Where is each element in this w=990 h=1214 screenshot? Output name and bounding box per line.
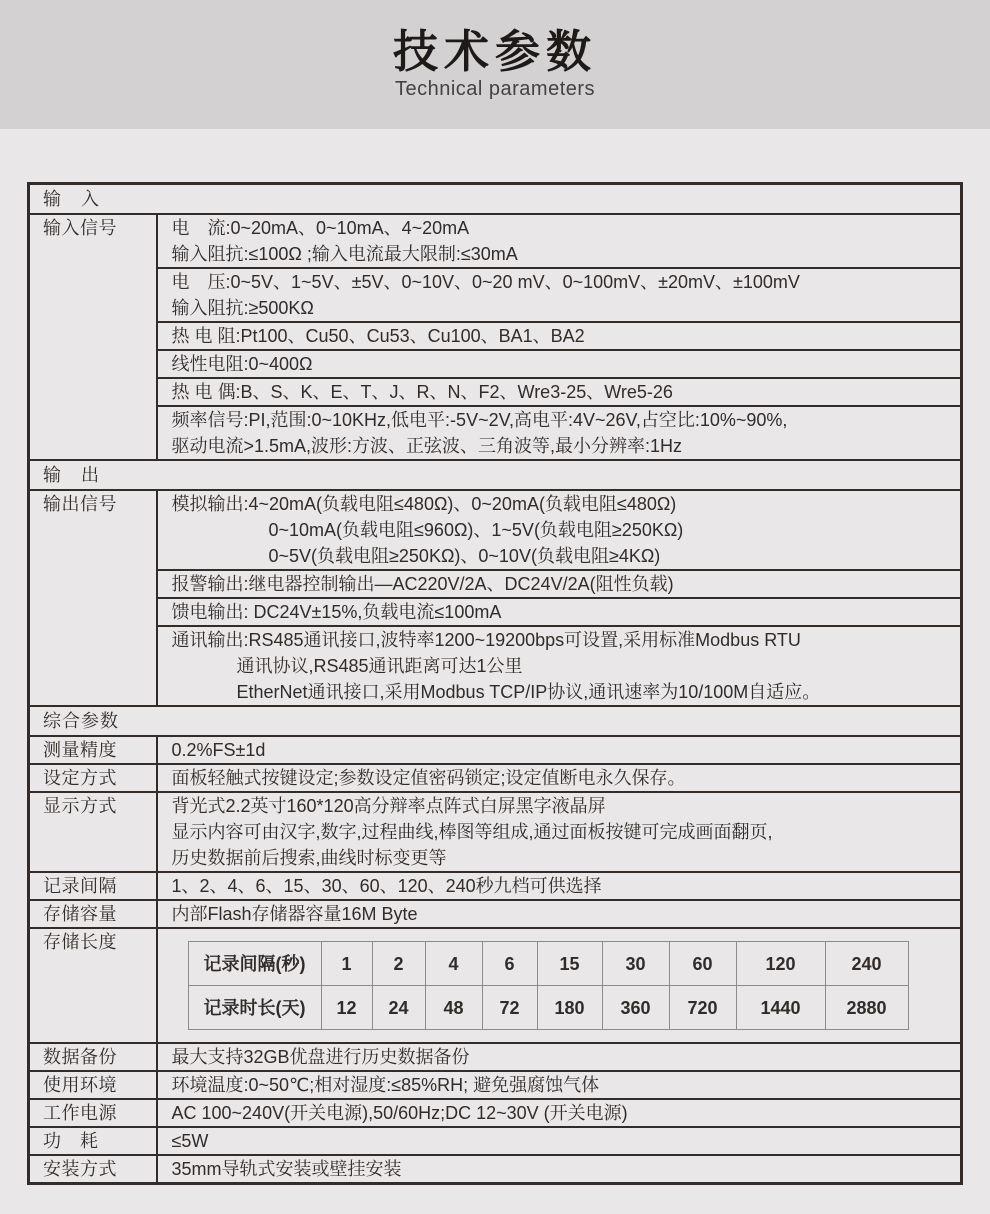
table-row — [29, 268, 962, 322]
spec-value-line: 显示内容可由汉字,数字,过程曲线,棒图等组成,通过面板按键可完成画面翻页, — [171, 822, 773, 842]
spec-value — [157, 900, 962, 928]
table-row — [29, 570, 962, 598]
spec-value-line: 0.2%FS±1d — [171, 740, 266, 760]
section-row-general — [29, 706, 962, 736]
storage-cell: 60 — [669, 942, 736, 986]
storage-cell: 72 — [482, 986, 537, 1030]
spec-value — [157, 792, 962, 872]
spec-value-line: ≤5W — [171, 1131, 209, 1151]
spec-value — [157, 268, 962, 322]
spec-label-data-backup: 数据备份 — [29, 1043, 157, 1071]
storage-duration-row — [188, 986, 908, 1030]
spec-value-line: 背光式2.2英寸160*120高分辩率点阵式白屏黑字液晶屏 — [171, 796, 606, 816]
spec-value-line: 环境温度:0~50℃;相对湿度:≤85%RH; 避免强腐蚀气体 — [171, 1075, 600, 1095]
table-row — [29, 598, 962, 626]
spec-value — [157, 736, 962, 764]
storage-cell: 2 — [372, 942, 425, 986]
spec-value-line: 输入阻抗:≤100Ω ;输入电流最大限制:≤30mA — [171, 244, 518, 264]
storage-cell: 30 — [602, 942, 669, 986]
spec-label-storage-length: 存储长度 — [29, 928, 157, 1043]
spec-value-line: 最大支持32GB优盘进行历史数据备份 — [171, 1047, 470, 1067]
spec-value — [157, 626, 962, 706]
storage-length-table — [188, 941, 909, 1030]
storage-cell: 2880 — [825, 986, 908, 1030]
spec-value-line: 1、2、4、6、15、30、60、120、240秒九档可供选择 — [171, 876, 602, 896]
table-row — [29, 350, 962, 378]
storage-cell: 48 — [425, 986, 482, 1030]
storage-cell: 120 — [736, 942, 825, 986]
spec-value-line: 电 流:0~20mA、0~10mA、4~20mA — [171, 218, 470, 238]
spec-label-display: 显示方式 — [29, 792, 157, 872]
spec-value — [157, 1099, 962, 1127]
spec-value-line: 馈电输出: DC24V±15%,负载电流≤100mA — [171, 602, 502, 622]
table-row — [29, 322, 962, 350]
spec-value — [157, 378, 962, 406]
spec-value — [157, 350, 962, 378]
spec-value — [157, 490, 962, 570]
spec-value-line: 内部Flash存储器容量16M Byte — [171, 904, 418, 924]
spec-label-setting: 设定方式 — [29, 764, 157, 792]
table-row — [29, 406, 962, 460]
spec-label-power-consumption: 功 耗 — [29, 1127, 157, 1155]
spec-value-line: 通讯输出:RS485通讯接口,波特率1200~19200bps可设置,采用标准Modbus RTU — [171, 630, 801, 650]
page-subtitle: Technical parameters — [394, 77, 596, 100]
spec-value — [157, 928, 962, 1043]
storage-cell: 720 — [669, 986, 736, 1030]
spec-value — [157, 764, 962, 792]
spec-label-environment: 使用环境 — [29, 1071, 157, 1099]
storage-cell: 1 — [321, 942, 372, 986]
table-row — [29, 1043, 962, 1071]
spec-value-line: 模拟输出:4~20mA(负载电阻≤480Ω)、0~20mA(负载电阻≤480Ω) — [171, 494, 677, 514]
storage-interval-row — [188, 942, 908, 986]
table-row — [29, 1071, 962, 1099]
spec-label-installation: 安装方式 — [29, 1155, 157, 1184]
section-row-input — [29, 184, 962, 215]
spec-value — [157, 406, 962, 460]
spec-value-line: 电 压:0~5V、1~5V、±5V、0~10V、0~20 mV、0~100mV、±20mV、±100mV — [171, 272, 800, 292]
spec-value — [157, 322, 962, 350]
spec-value — [157, 1127, 962, 1155]
storage-cell: 180 — [537, 986, 602, 1030]
spec-value-line: 驱动电流>1.5mA,波形:方波、正弦波、三角波等,最小分辨率:1Hz — [171, 436, 683, 456]
spec-value-line: 频率信号:PI,范围:0~10KHz,低电平:-5V~2V,高电平:4V~26V,占空比:10%~90%, — [171, 410, 788, 430]
storage-cell: 240 — [825, 942, 908, 986]
spec-label-accuracy: 测量精度 — [29, 736, 157, 764]
spec-value-line: 热 电 偶:B、S、K、E、T、J、R、N、F2、Wre3-25、Wre5-26 — [171, 382, 673, 402]
spec-value-line: 输入阻抗:≥500KΩ — [171, 298, 314, 318]
table-row — [29, 1155, 962, 1184]
spec-value-line: 面板轻触式按键设定;参数设定值密码锁定;设定值断电永久保存。 — [171, 768, 686, 788]
section-title-general: 综合参数 — [29, 706, 962, 736]
spec-value — [157, 598, 962, 626]
section-row-output — [29, 460, 962, 490]
table-row — [29, 214, 962, 268]
spec-value-line: 线性电阻:0~400Ω — [171, 354, 313, 374]
storage-cell: 360 — [602, 986, 669, 1030]
page-title: 技术参数 — [392, 26, 597, 77]
spec-value — [157, 1071, 962, 1099]
spec-value-line: 热 电 阻:Pt100、Cu50、Cu53、Cu100、BA1、BA2 — [171, 326, 585, 346]
spec-value-line: EtherNet通讯接口,采用Modbus TCP/IP协议,通讯速率为10/100M自适应。 — [236, 682, 821, 702]
table-row — [29, 490, 962, 570]
table-row — [29, 626, 962, 706]
storage-cell: 15 — [537, 942, 602, 986]
table-row — [29, 900, 962, 928]
spec-value — [157, 570, 962, 598]
spec-value-line: 报警输出:继电器控制输出—AC220V/2A、DC24V/2A(阻性负载) — [171, 574, 674, 594]
spec-label-input-signal: 输入信号 — [29, 214, 157, 460]
table-row — [29, 378, 962, 406]
storage-cell: 24 — [372, 986, 425, 1030]
spec-value-line: 通讯协议,RS485通讯距离可达1公里 — [236, 656, 523, 676]
table-row — [29, 792, 962, 872]
section-title-input: 输 入 — [29, 184, 962, 215]
table-row — [29, 928, 962, 1043]
storage-cell: 4 — [425, 942, 482, 986]
spec-value-line: 35mm导轨式安装或壁挂安装 — [171, 1159, 402, 1179]
spec-value-line: 历史数据前后搜索,曲线时标变更等 — [171, 848, 447, 868]
spec-table — [27, 182, 963, 1185]
spec-label-power-supply: 工作电源 — [29, 1099, 157, 1127]
spec-value — [157, 214, 962, 268]
spec-value — [157, 872, 962, 900]
table-row — [29, 872, 962, 900]
spec-label-record-interval: 记录间隔 — [29, 872, 157, 900]
section-title-output: 输 出 — [29, 460, 962, 490]
title-band — [0, 0, 990, 129]
spec-value — [157, 1155, 962, 1184]
storage-cell: 12 — [321, 986, 372, 1030]
spec-value-line: 0~5V(负载电阻≥250KΩ)、0~10V(负载电阻≥4KΩ) — [268, 546, 661, 566]
storage-row-header: 记录间隔(秒) — [188, 942, 321, 986]
spec-value-line: 0~10mA(负载电阻≤960Ω)、1~5V(负载电阻≥250KΩ) — [268, 520, 684, 540]
spec-label-output-signal: 输出信号 — [29, 490, 157, 706]
spec-value-line: AC 100~240V(开关电源),50/60Hz;DC 12~30V (开关电源) — [171, 1103, 628, 1123]
table-row — [29, 1127, 962, 1155]
spec-label-storage-capacity: 存储容量 — [29, 900, 157, 928]
table-row — [29, 764, 962, 792]
table-row — [29, 736, 962, 764]
storage-cell: 6 — [482, 942, 537, 986]
table-row — [29, 1099, 962, 1127]
spec-value — [157, 1043, 962, 1071]
storage-cell: 1440 — [736, 986, 825, 1030]
storage-row-header: 记录时长(天) — [188, 986, 321, 1030]
